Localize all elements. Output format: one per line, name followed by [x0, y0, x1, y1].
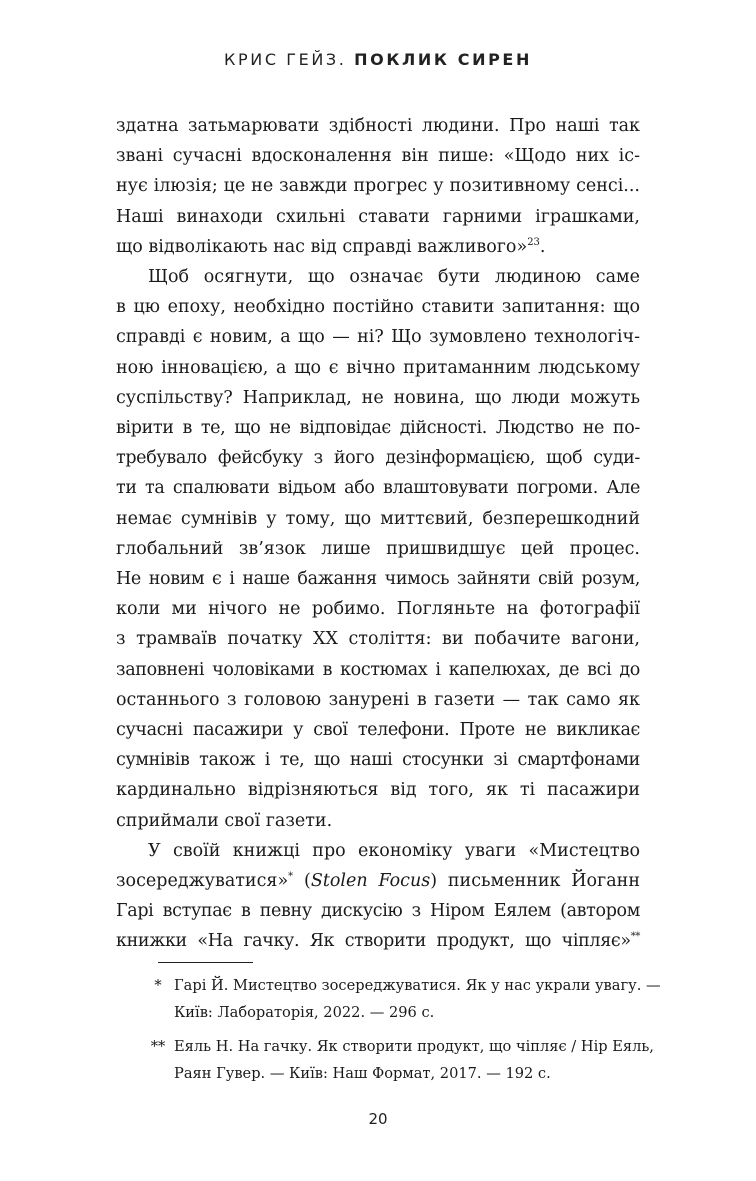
text-line: заповнені чоловіками в костюмах і капелюхах, де всі до [116, 659, 640, 680]
text-line: звані сучасні вдосконалення він пише: «Щодо них іс- [116, 146, 640, 167]
text-line: сприймали свої газети. [116, 810, 333, 831]
paragraph-2-end [116, 806, 640, 836]
text-segment: зосереджуватися» [116, 871, 289, 892]
text-line: здатна затьмарювати здібності людини. Про наші так [116, 116, 640, 136]
text-segment: ( [304, 871, 311, 892]
footnote [147, 1033, 654, 1087]
paragraph-3 [116, 836, 640, 866]
text-line: У своїй книжці про економіку уваги «Мистецтво [148, 840, 640, 861]
paragraph-1-end: що відволікають нас від справді важливого»$^{23}$. [116, 236, 546, 257]
italic-title: Stolen Focus [310, 871, 431, 892]
footnote-reference: * [288, 871, 294, 883]
text-line: Щоб осягнути, що означає бути людиною саме [148, 267, 640, 288]
text-line: сучасні пасажири у свої телефони. Проте не викликає [116, 720, 640, 741]
page-number: 20 [368, 1110, 388, 1128]
running-head [0, 50, 756, 69]
body-text [116, 111, 640, 957]
text-line [116, 926, 640, 956]
text-line: суспільству? Наприклад, не новина, що люди можуть [116, 387, 640, 408]
text-line: останнього з головою занурені в газети — так само як [116, 689, 640, 710]
text-line: в цю епоху, необхідно постійно ставити запитання: що [116, 297, 640, 318]
footnote-line: Еяль Н. На гачку. Як створити продукт, що чіпляє / Нір Еяль, [174, 1038, 654, 1055]
running-head-author: КРИС ГЕЙЗ. [224, 50, 347, 69]
paragraph-2 [116, 262, 640, 292]
footnote-mark: * [154, 977, 162, 994]
footnote-divider [158, 962, 253, 963]
text-line: справді є новим, а що — ні? Що зумовлено технологіч- [116, 327, 640, 348]
text-line: Гарі вступає в певну дискусію з Ніром Еялем (автором [116, 901, 640, 922]
paragraph-1 [116, 111, 640, 232]
paragraph-3-body [116, 866, 640, 957]
text-line: з трамваїв початку XX століття: ви побачите вагони, [116, 629, 640, 650]
text-line: немає сумнівів у тому, що миттєвий, безперешкодний [116, 508, 640, 529]
text-segment: ) письменник Йоганн [430, 871, 640, 892]
running-head-title: ПОКЛИК СИРЕН [354, 50, 532, 69]
text-line: Не новим є і наше бажання чимось зайняти свій розум, [116, 569, 640, 590]
text-line: глобальний зв’язок лише пришвидшує цей процес. [116, 538, 640, 559]
text-line [116, 866, 640, 896]
text-line: сумнівів також і те, що наші стосунки зі смартфонами [116, 750, 640, 771]
footnote-line: Київ: Лабораторія, 2022. — 296 с. [174, 1004, 435, 1021]
text-line: Наші винаходи схильні ставати гарними іграшками, [116, 206, 640, 227]
footnotes [147, 972, 661, 1094]
text-line: нує ілюзія; це не завжди прогрес у позитивному сенсі... [116, 176, 640, 197]
text-line: що відволікають нас від справді важливого» [116, 236, 528, 257]
paragraph-2-body [116, 292, 640, 805]
note-reference: 23 [527, 236, 540, 248]
footnote-reference: ** [630, 931, 640, 943]
text-line: кардинально відрізняються від того, як ті пасажири [116, 780, 640, 801]
footnote [147, 972, 661, 1026]
footnote-mark: ** [150, 1038, 166, 1055]
text-segment: книжки «На гачку. Як створити продукт, що чіпляє» [116, 931, 631, 952]
footnote-line: Раян Гувер. — Київ: Наш Формат, 2017. — 192 с. [174, 1065, 551, 1082]
text-line: ною інновацією, а що є вічно притаманним людському [116, 357, 640, 378]
text-line: коли ми нічого не робимо. Погляньте на фотографії [116, 599, 640, 620]
text-line: ти та спалювати відьом або влаштовувати погроми. Але [116, 478, 640, 499]
text-line: вірити в те, що не відповідає дійсності. Людство не по- [116, 418, 640, 439]
footnote-line: Гарі Й. Мистецтво зосереджуватися. Як у нас украли увагу. — [174, 977, 661, 994]
text-line: требувало фейсбуку з його дезінформацією, щоб суди- [116, 448, 640, 469]
